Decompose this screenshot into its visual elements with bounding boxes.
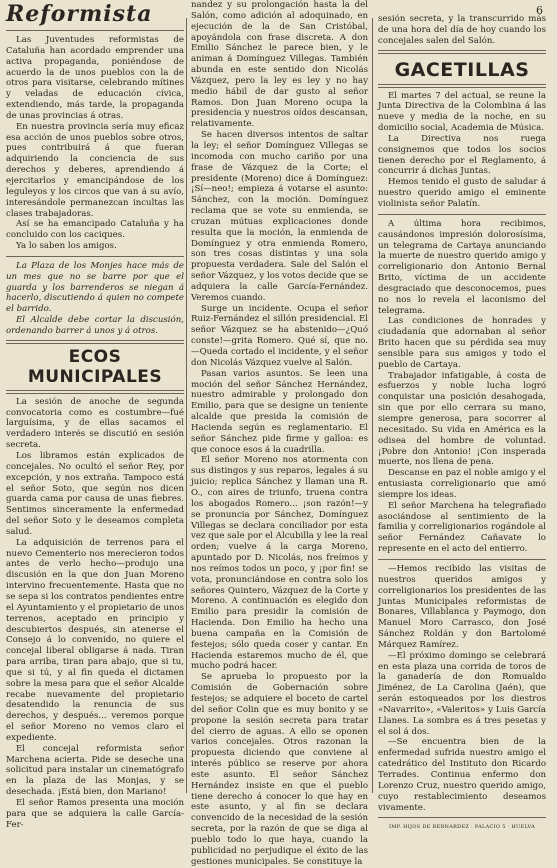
divider: [378, 817, 546, 818]
paragraph: El martes 7 del actual, se reune la Junta Directiva de la Colombina á las nueve y media de la noche, en su domicilio social, Academia de Música.: [378, 90, 546, 134]
paragraph: Hemos tenido el gusto de saludar á nuestro querido amigo el eminente violinista señor Palatín.: [378, 177, 546, 209]
paragraph: La Plaza de los Monjes hace más de un mes que no se barre por que el guarda y los barrenderos se niegan á hacerlo, discutiendo á quien no compete el barrido.: [6, 260, 184, 315]
paragraph: El concejal reformista señor Marchena acierta. Pide se deseche una solicitud para instalar un cinematógrafo en la plaza de las Monjas, y se desechada. ¡Está bien, don Mariano!: [6, 743, 184, 798]
paragraph: Así se ha emancipado Cataluña y ha concluido con los caciques.: [6, 219, 184, 241]
column-center: [191, 0, 368, 867]
divider: [6, 30, 184, 31]
section-heading: ECOS MUNICIPALES: [27, 346, 163, 387]
paragraph: El señor Marchena ha telegrafiado asociándose al sentimiento de la familia y correligionarios rogándole al señor Fernández Cañavate lo represente en el acto del entierro.: [378, 500, 546, 555]
column-divider: [186, 18, 187, 793]
paragraph: En nuestra provincia sería muy eficaz esa acción de unos pueblos sobre otros, pues contribuirá á que fueran adquiriendo la conciencia de sus derechos y deberes, aprendiendo á ejercitarlos y emancipándose de los leguleyos y los circos que van á su avío, interesándole permanezcan incultas las clases trabajadoras.: [6, 121, 184, 219]
column-right: [378, 0, 546, 831]
column-divider: [372, 18, 373, 793]
paragraph: Ya lo saben los amigos.: [16, 241, 117, 252]
paragraph: El señor Ramos presenta una moción para que se adquiera la calle García-Fer-: [6, 798, 184, 830]
paragraph: Pasan varios asuntos. Se leen una moción del señor Sánchez Hernández, nuestro admirable y prolongado don Emilio, para que se designe un teniente alcalde que presida la comisión de Hacienda según es reglamentario. El señor Sánchez pide firme y galloa: es que conoce esos á la cuadrilla.: [191, 368, 368, 455]
paragraph: Trabajador infatigable, á costa de esfuerzos y noble lucha logró conquistar una posición desahogada, sin que por ello cerrara su mano, siempre generosa, para socorrer al necesitado. Su vida en América es la odisea del hombre de voluntad. ¡Pobre don Antonio! ¡Con insperada muerte, nos llena de pena.: [378, 370, 546, 468]
masthead: Reformista: [6, 1, 153, 27]
paragraph: Se hacen diversos intentos de saltar la ley; el señor Domínguez Villegas se incomoda con mucho cariño por una frase de Vázquez de la Corte; el presidente (Moreno) dice á Domínguez: ¡Sí—neo!; empieza á votarse el asunto: Sánchez, con la moción. Domínguez reclama que se vote su enmienda, se cruzan mútuas explicaciones donde resulta que la moción, la enmienda de Domínguez y otra enmienda Romero, son tres cosas distintas y una sola propuesta verdadera. Sale del Salón el señor Vázquez, y los votos decide que se adquiera la calle García-Fernández. Veremos cuando.: [191, 130, 368, 303]
quote-block: [6, 261, 184, 337]
paragraph: La Directiva nos ruega consignemos que todos los socios tienen derecho por el Reglamento, á concurrir á dichas Juntas.: [378, 133, 546, 177]
divider: [378, 559, 546, 560]
divider: [378, 50, 546, 54]
paragraph: A última hora recibimos, causándonos impresión dolorosísima, un telegrama de Cartaya anunciando la muerte de nuestro querido amigo y correligionario don Antonio Bernal Brito, víctima de un accidente desgraciado que desconocemos, pues no nos lo revela el laconismo del telegrama.: [378, 218, 546, 316]
paragraph: El Alcalde debe cortar la discusión, ordenando barrer á unos y á otros.: [6, 315, 184, 336]
paragraph: —Se encuentra bien de la enfermedad sufrida nuestro amigo el catedrático del Instituto don Ricardo Terrades. Continua enfermo don Lorenzo Cruz, nuestro querido amigo, cuyo restablecimiento deseamos vivamente.: [378, 737, 546, 813]
paragraph: Se aprueba lo propuesto por la Comisión de Gobernación sobre festejos; se adquiere el boceto de cartel del señor Colin que es muy bonito y se propone la sesión secreta para tratar del cierro de aguas. A ello se oponen varios concejales. Otros razonan la propuesta diciendo que conviene al interés público se reserve por ahora este asunto. El señor Sánchez Hernández insiste en que el pueblo tiene derecho á conocer lo que hay en este asunto, y al fin se declara convencido de la necesidad de la sesión secreta, por la razón de que se diga al pueblo todo lo que haya, cuando la publicidad no perjudique el éxito de las gestiones municipales. Se constituye la: [191, 672, 368, 867]
divider: [6, 390, 184, 394]
paragraph: Las Juventudes reformistas de Cataluña han acordado emprender una activa propaganda, poniéndose de acuerdo la de unos pueblos con la de otros para visitarse, celebrando mítines y veladas de educación cívica, extendiendo, más tarde, la propaganda de unas provincias á otras.: [6, 35, 184, 121]
divider: [378, 84, 546, 88]
paragraph: El señor Moreno nos atormenta con sus distingos y sus reparos, legales á su juicio; replica Sánchez y llaman una R. O., con aires de triunfo, truena contra los abogados Romero... ¡son razón!—y se pronuncia por Sánchez, Domínguez Villegas se declara conciliador por esta vez que sale por el Alcubilla y lee la real orden; vuelve á la carga Moreno, apuntado por D. Nicolás, nos freímos y nos reímos todos un poco, y ¡por fin! se vota, pronunciándose en contra solo los señores Quintero, Vázquez de la Corte y Moreno. A continuación es elegido don Emilio para presidir la comisión de Hacienda. Don Emilio ha hecho una buena campaña en la Comisión de festejos; sólo queda coser y cantar. En Hacienda estaremos mucho de él, que mucho podrá hacer.: [191, 455, 368, 672]
page-number: 6: [536, 4, 543, 17]
paragraph: sesión secreta, y la transcurrido más de una hora del día de hoy cuando los concejales salen del Salón.: [378, 14, 546, 46]
paragraph: La sesión de anoche de segunda convocatoria como es costumbre—fué larguísima, y de ellas sacamos el verdadero interés se discutió en sesión secreta.: [6, 396, 184, 451]
column-left: [6, 0, 184, 830]
paragraph: Los libramos están explicados de concejales. No ocultó el señor Rey, por excepción, y nos extraña. Tampoco está el señor Soto, que según nos dicen guarda cama por causa de unas fiebres. Sentimos sinceramente la enfermedad del señor Soto y le deseamos completa salud.: [6, 451, 184, 537]
paragraph: —Hemos recibido las visitas de nuestros queridos amigos y correligionarios los presidentes de las Juntas Municipales reformistas de Bonares, Villablanca y Paymogo, don Manuel Moro Carrasco, don José Sánchez Roldán y don Bartolomé Márquez Ramírez.: [378, 563, 546, 650]
paragraph: Descanse en paz el noble amigo y el entusiasta correligionario que amó siempre los ideas.: [378, 468, 546, 500]
paragraph: Surge un incidente. Ocupa el señor Ruiz-Fernández el sillón presidencial. El señor Vázquez se ha abstenido—¿Quó conste!—grita Romero. Qué sí, que no. —Queda cortado el incidente, y el señor don Nicolás Vázquez vuelve al Salón.: [191, 303, 368, 368]
divider: [378, 214, 546, 215]
divider: [6, 256, 184, 257]
divider: [6, 340, 184, 344]
paragraph: Las condiciones de honrades y ciudadanía que adornaban al señor Brito hacen que su pérdida sea muy sensible para sus amigos y todo el pueblo de Cartaya.: [378, 316, 546, 370]
printer-imprint: IMP. HIJOS DE BERNARDEZ · PALACIO 5 · HUELVA: [389, 824, 535, 831]
paragraph: La adquisición de terrenos para el nuevo Cementerio nos merecieron todos antes de verlo hecho—produjo una discusión en la que don Juan Moreno intervino frecuentemente. Hasta que no se sepa si los contratos pendientes entre el Ayuntamiento y el propietario de unos terrenos, aceptado en principio y descubiertos después, sin atenerse el Consejo á lo convenido, no quiere el concejal liberal obligarse á nada. Tiran para arriba, tiran para abajo, que si tu, que si tú, y al fin queda el dictamen sobre la mesa para que el señor Alcalde recabe nuevamente del propietario desatendido la renuncia de sus derechos, y después... veremos porque el señor Moreno no vemos claro el expediente.: [6, 537, 184, 743]
paragraph: —El próximo domingo se celebrará en esta plaza una corrida de toros de la ganadería de don Romualdo Jiménez, de La Carolina (Jaén), que serán estoqueados por los diestros «Navarrito», «Valeritos» y Luis García Llanes. La sombra es á tres pesetas y el sol á dos.: [378, 650, 546, 737]
section-heading: GACETILLAS: [394, 58, 530, 81]
paragraph: nandez y su prolongación hasta la del Salón, como adición al adoquinado, en ejecución de la de San Cristóbal, apoyándola con frase discreta. A don Emilio Sánchez le parece bien, y le animan á Domínguez Villegas. También abunda en este sentido don Nicolás Vázquez, pero la ley es ley y no hay medio hábil de dar gusto al señor Ramos. Don Juan Moreno ocupa la presidencia y nuestros oídos descansan, relativamente.: [191, 0, 368, 130]
